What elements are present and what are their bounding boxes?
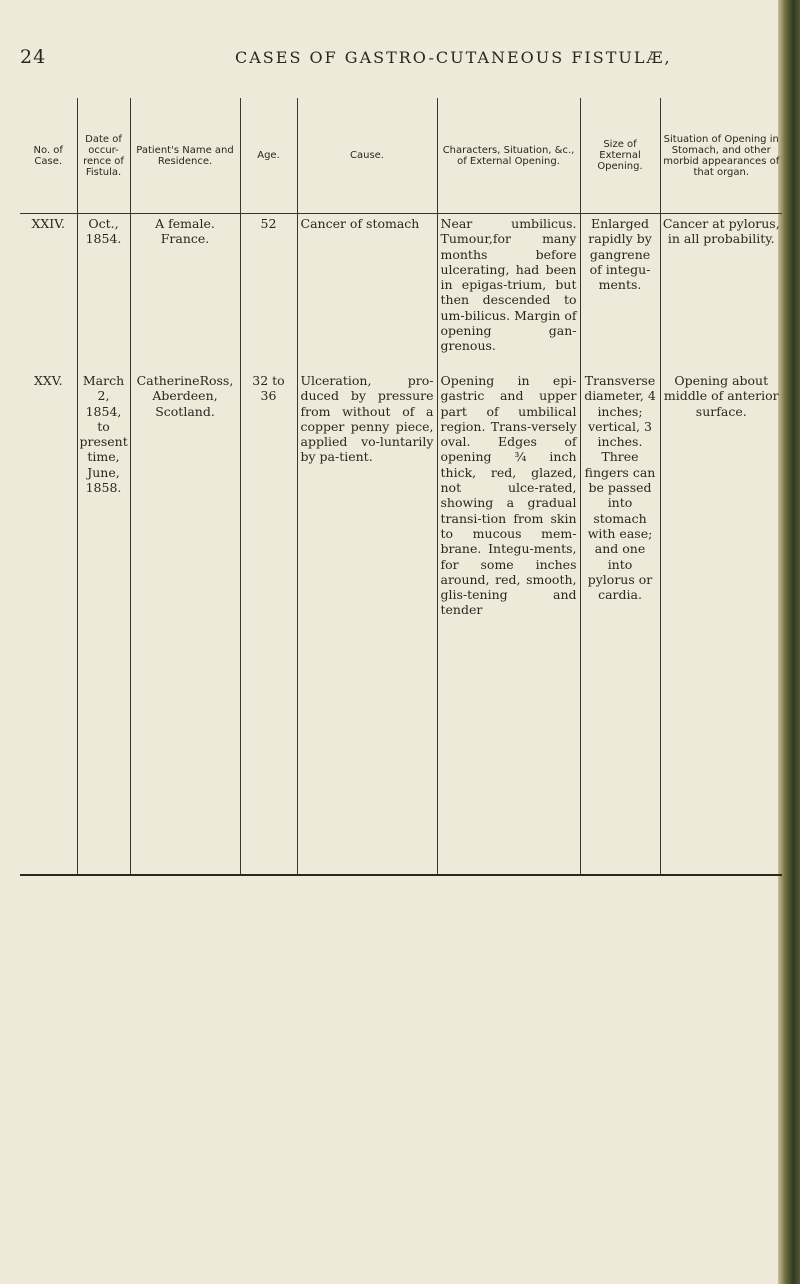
characters-cell: Opening in epi-gastric and upper part of umbilical region. Trans-versely oval. Edges of opening ¾ inch thick, red, glazed, not ulce-rated, showing a gradual transi-tion from skin to mucous mem-brane. Integu-ments, for some inches around, red, smooth, glis-tening and tender: [437, 371, 580, 875]
col-header-characters: Characters, Situation, &c., of External Opening.: [437, 98, 580, 214]
situation-cell: Opening about middle of anterior surface.: [660, 371, 782, 875]
age-cell: 32 to 36: [240, 371, 297, 875]
date-cell: March 2, 1854, to present time, June, 1858.: [77, 371, 130, 875]
case-number: XXIV.: [31, 216, 66, 231]
size-cell: Enlarged rapidly by gangrene of integu-ments.: [580, 214, 660, 372]
case-number: XXV.: [33, 373, 63, 388]
table-header-row: [20, 98, 782, 214]
table-row: [20, 371, 782, 875]
patient-cell: A female. France.: [130, 214, 240, 372]
table-row: [20, 214, 782, 372]
age-cell: 52: [240, 214, 297, 372]
page-number: 24: [20, 46, 47, 68]
size-cell: Transverse diameter, 4 inches; vertical, 3 inches. Three fingers can be passed into stomach with ease; and one into pylorus or cardia.: [580, 371, 660, 875]
situation-cell: Cancer at pylorus, in all probability.: [660, 214, 782, 372]
col-header-case-no: No. of Case.: [20, 98, 77, 214]
col-header-cause: Cause.: [297, 98, 437, 214]
col-header-situation: Situation of Opening in Stomach, and other morbid appearances of that organ.: [660, 98, 782, 214]
date-cell: Oct., 1854.: [77, 214, 130, 372]
col-header-patient: Patient's Name and Residence.: [130, 98, 240, 214]
running-head: CASES OF GASTRO-CUTANEOUS FISTULÆ,: [235, 48, 672, 67]
cause-cell: Ulceration, pro-duced by pressure from without of a copper penny piece, applied vo-luntarily by pa-tient.: [297, 371, 437, 875]
page-header: [20, 46, 780, 72]
col-header-age: Age.: [240, 98, 297, 214]
col-header-date: Date of occur-rence of Fistula.: [77, 98, 130, 214]
patient-cell: CatherineRoss, Aberdeen, Scotland.: [130, 371, 240, 875]
characters-cell: Near umbilicus. Tumour,for many months before ulcerating, had been in epigas-trium, but then descended to um-bilicus. Margin of opening gan-grenous.: [437, 214, 580, 372]
cases-table: [20, 98, 782, 876]
col-header-size: Size of External Opening.: [580, 98, 660, 214]
cause-cell: Cancer of stomach: [297, 214, 437, 372]
